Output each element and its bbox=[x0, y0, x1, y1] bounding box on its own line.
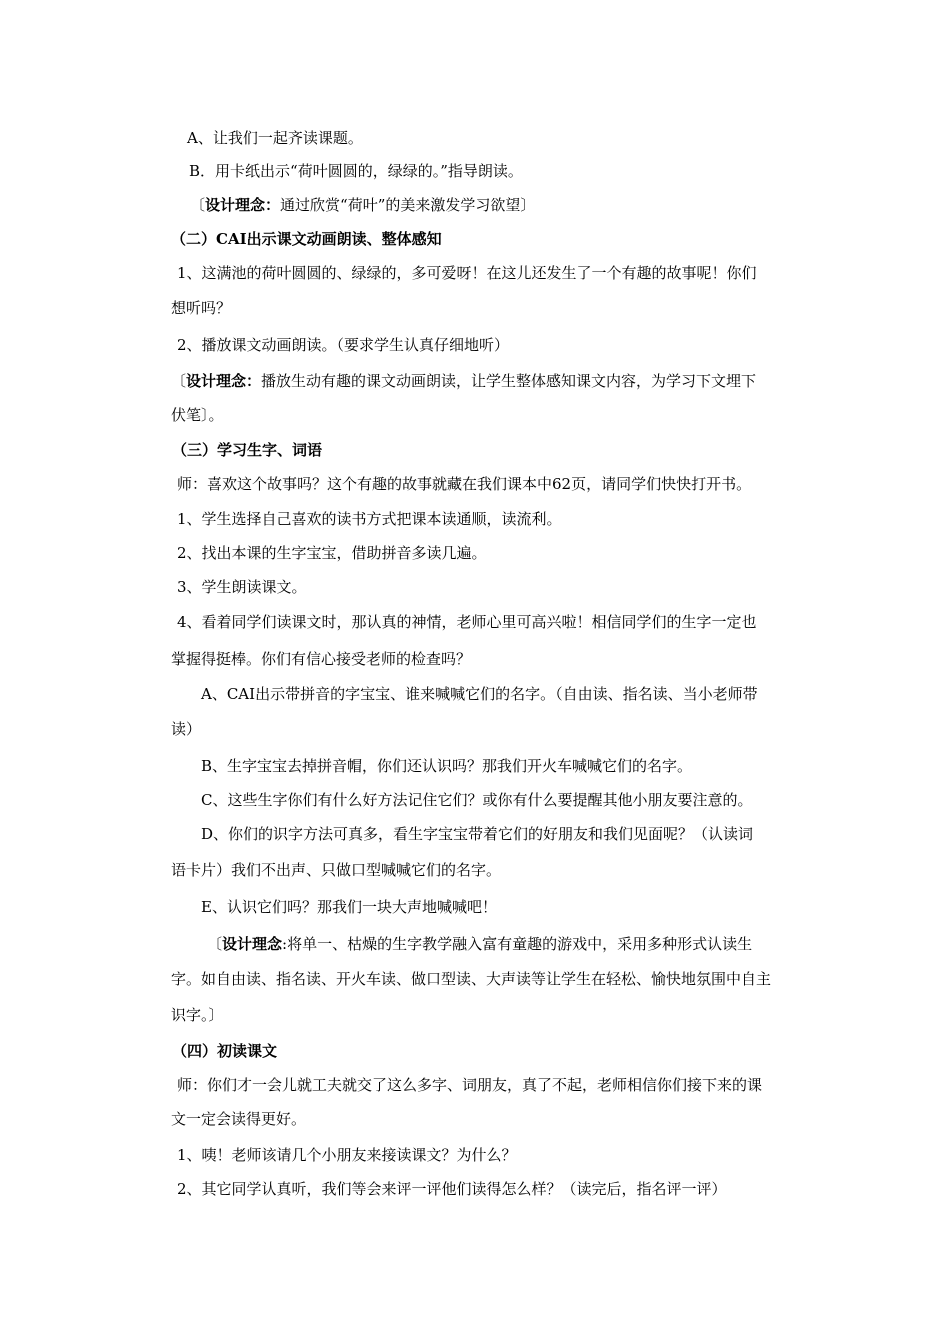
bracket-open: 〔 bbox=[190, 196, 206, 214]
text-line: E、认识它们吗？那我们一块大声地喊喊吧！ bbox=[201, 898, 497, 916]
section-heading: （二）CAI出示课文动画朗读、整体感知 bbox=[171, 230, 442, 248]
text-line: 想听吗？ bbox=[171, 299, 232, 317]
text-line: A、让我们一起齐读课题。 bbox=[187, 129, 363, 147]
text-line: 3、学生朗读课文。 bbox=[177, 578, 307, 596]
section-heading: （四）初读课文 bbox=[172, 1042, 278, 1060]
text-line: B．用卡纸出示“荷叶圆圆的，绿绿的。”指导朗读。 bbox=[189, 162, 523, 180]
text-line: 读） bbox=[171, 720, 202, 738]
text-line: 1、这满池的荷叶圆圆的、绿绿的，多可爱呀！在这儿还发生了一个有趣的故事呢！你们 bbox=[177, 264, 757, 282]
design-concept-text: :将单一、枯燥的生字教学融入富有童趣的游戏中，采用多种形式认读生 bbox=[282, 935, 753, 953]
text-line: B、生字宝宝去掉拼音帽，你们还认识吗？那我们开火车喊喊它们的名字。 bbox=[201, 757, 693, 775]
text-line: 师：你们才一会儿就工夫就交了这么多字、词朋友，真了不起，老师相信你们接下来的课 bbox=[177, 1076, 763, 1094]
bracket-open: 〔 bbox=[171, 372, 187, 390]
text-line: 伏笔〕。 bbox=[171, 406, 224, 424]
text-line: D、你们的识字方法可真多，看生字宝宝带着它们的好朋友和我们见面呢？（认读词 bbox=[201, 825, 754, 843]
bracket-open: 〔 bbox=[207, 935, 223, 953]
text-line: 识字。〕 bbox=[171, 1006, 224, 1024]
text-line: 1、咦！老师该请几个小朋友来接读课文？为什么？ bbox=[177, 1146, 517, 1164]
section-heading: （三）学习生字、词语 bbox=[172, 441, 323, 459]
design-concept-line bbox=[190, 195, 535, 215]
text-line: 字。如自由读、指名读、开火车读、做口型读、大声读等让学生在轻松、愉快地氛围中自主 bbox=[171, 970, 772, 988]
text-line: 1、学生选择自己喜欢的读书方式把课本读通顺，读流利。 bbox=[177, 510, 562, 528]
design-concept-label: 设计理念： bbox=[186, 372, 262, 390]
text-line: A、CAI出示带拼音的字宝宝、谁来喊喊它们的名字。（自由读、指名读、当小老师带 bbox=[201, 685, 758, 703]
text-line: 文一定会读得更好。 bbox=[171, 1110, 307, 1128]
text-line: C、这些生字你们有什么好方法记住它们？或你有什么要提醒其他小朋友要注意的。 bbox=[201, 791, 753, 809]
text-line: 2、找出本课的生字宝宝，借助拼音多读几遍。 bbox=[177, 544, 487, 562]
design-concept-line bbox=[207, 934, 752, 954]
design-concept-label: 设计理念 bbox=[222, 935, 283, 953]
text-line: 2、播放课文动画朗读。（要求学生认真仔细地听） bbox=[177, 336, 510, 354]
design-concept-line bbox=[171, 371, 756, 391]
text-line: 师：喜欢这个故事吗？这个有趣的故事就藏在我们课本中62页，请同学们快快打开书。 bbox=[177, 475, 752, 493]
design-concept-text: 通过欣赏“荷叶”的美来激发学习欲望〕 bbox=[280, 196, 536, 214]
text-line: 语卡片）我们不出声、只做口型喊喊它们的名字。 bbox=[171, 861, 502, 879]
text-line: 2、其它同学认真听，我们等会来评一评他们读得怎么样？（读完后，指名评一评） bbox=[177, 1180, 727, 1198]
design-concept-label: 设计理念： bbox=[205, 196, 281, 214]
design-concept-text: 播放生动有趣的课文动画朗读，让学生整体感知课文内容，为学习下文埋下 bbox=[261, 372, 757, 390]
text-line: 4、看着同学们读课文时，那认真的神情，老师心里可高兴啦！相信同学们的生字一定也 bbox=[177, 613, 757, 631]
text-line: 掌握得挺棒。你们有信心接受老师的检查吗？ bbox=[171, 650, 472, 668]
